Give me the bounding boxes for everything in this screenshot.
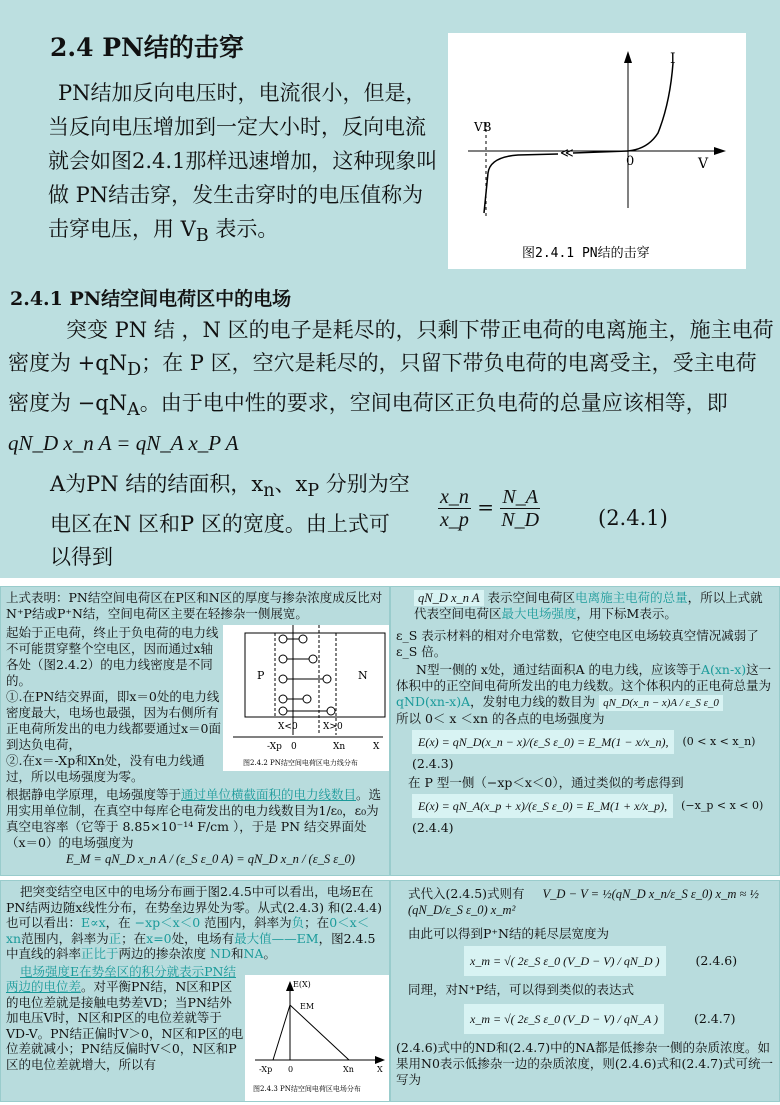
q3-h5: 正: [108, 930, 122, 946]
intro-sub: B: [195, 226, 209, 247]
q2-hl2: 最大电场强度: [501, 606, 577, 621]
figure-label: -Xp: [259, 1065, 273, 1074]
para2-b: 、x: [274, 472, 308, 496]
q2-f2: qN_D(x_n − x)A / ε_S ε_0: [599, 695, 723, 711]
para1-b: ；在 P 区，空穴是耗尽的，只留下带负电荷的电离受主，受主电荷密度为 −qN: [8, 351, 757, 416]
q3-p1k: 。: [263, 946, 276, 961]
reverse-curve: [484, 151, 628, 213]
slide-depletion-width: [390, 880, 780, 1102]
para1-c: 。由于电中性的要求，空间电荷区正负电荷的总量应该相等，即: [139, 391, 728, 416]
q2-eq3-num: (2.4.3): [412, 756, 454, 771]
q1-left-text: [6, 625, 224, 785]
figure-shape: [303, 695, 311, 703]
q4-p3: 同理，对N⁺P结，可以得到类似的表达式: [408, 982, 634, 997]
intro-text: PN结加反向电压时，电流很小，但是，当反向电压增加到一定大小时，反向电流就会如图2.4.1那样迅速增加，这种现象叫做 PN结击穿，发生击穿时的电压值称为击穿电压，用 V: [48, 81, 438, 241]
subsection-heading: 2.4.1 PN结空间电荷区中的电场: [10, 288, 292, 310]
y-label: I: [670, 51, 676, 67]
intro-end: 表示。: [208, 217, 279, 241]
para2-c: 分别为空电区在N 区和P 区的宽度。由上式可以得到: [50, 472, 410, 570]
figure-shape: [279, 707, 287, 715]
axis-break-mark: ≪: [560, 146, 574, 161]
section-title: 2.4 PN结的击穿: [50, 33, 244, 62]
q1-p1: 上式表明：PN结空间电荷区在P区和N区的厚度与掺杂浓度成反比对N⁺P结或P⁺N结，空间电荷区主要在轻掺杂一侧展宽。: [6, 590, 383, 621]
q1-p2: 起始于正电荷，终止于负电荷的电力线不可能贯穿整个空电区，因而通过x轴各处（图2.4.2）的电力线密度是不同的。: [6, 625, 219, 688]
q4-eq7-num: (2.4.7): [694, 1011, 736, 1026]
rhs-den: N_D: [501, 509, 540, 531]
x-label: V: [698, 156, 709, 172]
figure-caption: 图2.4.1 PN结的击穿: [522, 246, 650, 261]
q3-h4: 0＜x＜xn: [6, 915, 370, 946]
q2-eq3-range: (0 < x < x_n): [682, 735, 756, 748]
q3-caption: 图2.4.3 PN结空间电荷区电场分布: [253, 1085, 361, 1093]
q2-p1a: 表示空间电荷区: [483, 590, 576, 605]
figure-label: -Xp: [267, 742, 282, 752]
q3-h10: NA: [243, 946, 264, 961]
q2-eq4-range: (−x_p < x < 0): [681, 799, 764, 812]
q3-p1g: 处，电场有: [171, 930, 235, 946]
q2-eq4-row: [412, 794, 774, 836]
lhs-den: x_p: [440, 509, 469, 531]
figure-field-lines: [223, 625, 389, 771]
q2-f1: qN_D x_n A: [414, 590, 484, 606]
q3-p1e: 范围内，斜率为: [21, 930, 109, 946]
figure-label: Xn: [333, 742, 346, 752]
q4-p1: 式代入(2.4.5)式则有: [408, 886, 525, 901]
q4-eq5: V_D − V = ½(qN_D x_n/ε_S ε_0) x_m ≈ ½ (qN_D/ε_S ε_0) x_m²: [408, 887, 759, 917]
q4-eq6-num: (2.4.6): [695, 953, 738, 968]
q3-p1: [6, 884, 384, 962]
neutrality-equation: qN_D x_n A = qN_A x_P A: [8, 431, 239, 456]
q4-p4: (2.4.6)式中的ND和(2.4.7)中的NA都是低掺杂一侧的杂质浓度。如果用N0表示低掺杂一边的杂质浓度，则(2.4.6)式和(2.4.7)式可统一写为: [396, 1040, 774, 1087]
figure-label: X: [373, 742, 380, 752]
q3-h3: 负: [291, 915, 305, 930]
iv-curve-chart: [448, 33, 746, 269]
figure-shape: [309, 655, 317, 663]
q3-h9: ND: [210, 946, 231, 961]
figure-label: N: [358, 669, 368, 682]
q1-em-equation: E_M = qN_D x_n A / (ε_S ε_0 A) = qN_D x_n / (ε_S ε_0): [66, 852, 355, 866]
q4-row1: [396, 886, 774, 918]
slide-field-strength: [390, 586, 780, 876]
figure-label: X: [377, 1065, 383, 1074]
q1-p4: ②.在x＝-Xp和Xn处，没有电力线通过，所以电场强度为零。: [6, 753, 205, 784]
figure-shape: [279, 635, 287, 643]
rhs-num: N_A: [502, 486, 538, 508]
q3-h1: E∝x: [81, 915, 106, 930]
figure-label: 0: [291, 742, 297, 752]
q2-p1: [396, 590, 774, 622]
q3-p1d: ；在: [304, 915, 330, 930]
q4-eq6: x_m = √( 2ε_S ε_0 (V_D − V) / qN_D ): [464, 946, 666, 976]
para1-a: 突变 PN 结 ，N 区的电子是耗尽的，只剩下带正电荷的电离施主，施主电荷密度为 +qN: [8, 318, 774, 375]
figure-label: Xn: [343, 1065, 354, 1074]
q2-p3b: 这一体积中的正空间电荷所发出的电力线数。这个体积内的正电荷总量为: [396, 662, 772, 693]
q3-h8: 正比于: [81, 946, 119, 961]
field-line-charges: [279, 635, 335, 715]
q2-p1c: ，用下标M表示。: [576, 606, 677, 621]
figure-label: 0: [288, 1065, 294, 1074]
q2-p5: 在 P 型一侧（−xp＜x＜0），通过类似的考虑得到: [408, 775, 684, 790]
q3-p1b: ，在: [105, 915, 135, 930]
figure-shape: [273, 1005, 349, 1060]
q2-p3c: ，发射电力线的数目为: [470, 694, 596, 709]
q3-p1f: ；在: [121, 930, 147, 946]
q2-eq4: E(x) = qN_A(x_p + x)/(ε_S ε_0) = E_M(1 + x/x_p),: [412, 794, 673, 818]
q2-p1b: ，所以上式就代表空间电荷区: [414, 590, 763, 621]
q1-caption: 图2.4.2 PN结空间电荷区电力线分布: [243, 759, 358, 767]
q3-h2: −xp＜x＜0: [134, 915, 201, 930]
figure-label: X<0: [278, 722, 298, 732]
vb-label: VB: [474, 120, 492, 134]
x-arrow-icon: [714, 147, 726, 155]
q4-p2: 由此可以得到P⁺N结的耗尽层宽度为: [408, 926, 609, 941]
figure-shape: [279, 695, 287, 703]
figure-label: E(X): [293, 980, 311, 989]
q3-p1a: 把突变结空电区中的电场分布画于图2.4.5中可以看出，电场E在PN结两边随x线性分布，在势垒边界处为零。从式(2.4.3) 和(2.4.4)也可以看出：: [6, 884, 382, 930]
sub-a: A: [127, 400, 140, 421]
q1-p5a: 根据静电学原理，电场强度等于: [6, 787, 182, 802]
figure-label: X>0: [323, 722, 343, 732]
figure-shape: [279, 655, 287, 663]
origin-label: 0: [626, 154, 635, 169]
q2-p3: [396, 662, 774, 711]
q4-eq7-row: [464, 1004, 774, 1034]
para2-a: A为PN 结的结面积，x: [50, 472, 264, 496]
sub-d: D: [127, 360, 142, 381]
q1-em-equation-row: [66, 851, 384, 867]
q2-p2: ε_S 表示材料的相对介电常数，它使空电区电场较真空情况减弱了 ε_S 倍。: [396, 628, 759, 659]
q3-p2: [6, 964, 244, 1073]
slide-field-distribution: [0, 880, 390, 1102]
q3-p1c: 范围内，斜率为: [200, 915, 292, 930]
q1-p5: [6, 787, 384, 851]
figure-shape: [279, 675, 287, 683]
q3-h7: 最大值——EM: [234, 930, 319, 946]
q3-p1h: ，图2.4.5中直线的斜率: [6, 930, 376, 961]
q2-eq3: E(x) = qN_D(x_n − x)/(ε_S ε_0) = E_M(1 − x/x_n),: [412, 730, 674, 754]
q3-p1j: 和: [230, 946, 244, 961]
q2-p3a: N型一侧的 x处，通过结面积A 的电力线，应该等于: [416, 662, 701, 677]
q3-p1i: 两边的掺杂浓度: [118, 946, 211, 961]
q2-p4: 所以 0＜ x ＜xn 的各点的电场强度为: [396, 711, 605, 726]
equation-number: (2.4.1): [598, 506, 668, 530]
q1-link[interactable]: 通过单位横截面积的电力线数目: [181, 787, 357, 802]
q2-eq3-row: [412, 730, 774, 772]
q4-eq7: x_m = √( 2ε_S ε_0 (V_D − V) / qN_A ): [464, 1004, 664, 1034]
q3-h6: x=0: [146, 930, 172, 946]
q2-hl1: 电离施主电荷的总量: [575, 590, 688, 605]
intro-paragraph: [48, 76, 442, 253]
figure-shape: [299, 635, 307, 643]
q4-eq6-row: [464, 946, 774, 976]
q3-link[interactable]: 电场强度E在势垒区的积分就表示PN结两边的电位差: [6, 963, 236, 994]
lhs-num: x_n: [440, 486, 469, 508]
q3-p2-text: 。对平衡PN结，N区和P区的电位差就是接触电势差VD；当PN结外加电压V时，N区和P区的电位差就等于VD-V。PN结正偏时V＞0，N区和P区的电位差就减小；PN结反偏时V＜0，N区和P区的电位差就增大，所以有: [6, 979, 244, 1072]
ratio-equation: $\frac{x\_n}{x\_p}$ = $\frac{N\_A}{N\_D}$: [440, 486, 540, 531]
slide-field-lines: [0, 586, 390, 876]
figure-label: EM: [300, 1002, 315, 1011]
figure-field-distribution: [245, 975, 389, 1101]
figure-shape: [323, 675, 331, 683]
y-arrow-icon: [624, 51, 632, 63]
forward-curve: [628, 63, 673, 151]
figure-breakdown: [448, 33, 746, 269]
q1-p3: ①.在PN结交界面，即x＝0处的电力线密度最大，电场也最强，因为右侧所有正电荷所发出的电力线都要通过x＝0面到达负电荷，: [6, 689, 222, 752]
q1-p5b: 。选用实用单位制，在真空中每库仑电荷发出的电力线数目为1/ε₀，ε₀为真空电容率（它等于 8.85×10⁻¹⁴ F/cm ），于是 PN 结交界面处（x＝0）的电场强度为: [6, 787, 382, 850]
q2-eq4-num: (2.4.4): [412, 820, 454, 835]
q2-hl4: qND(xn-x)A: [396, 694, 471, 709]
q2-hl3: A(xn-x): [700, 662, 747, 677]
figure-shape: [327, 707, 335, 715]
figure-shape: [375, 1056, 385, 1064]
figure-label: P: [257, 669, 265, 682]
area-paragraph: A为PN 结的结面积，$x_n$、$x_P$ 分别为空电区在N 区和P 区的宽度。由上式可以得到: [50, 472, 410, 570]
neutrality-paragraph: [8, 314, 774, 460]
